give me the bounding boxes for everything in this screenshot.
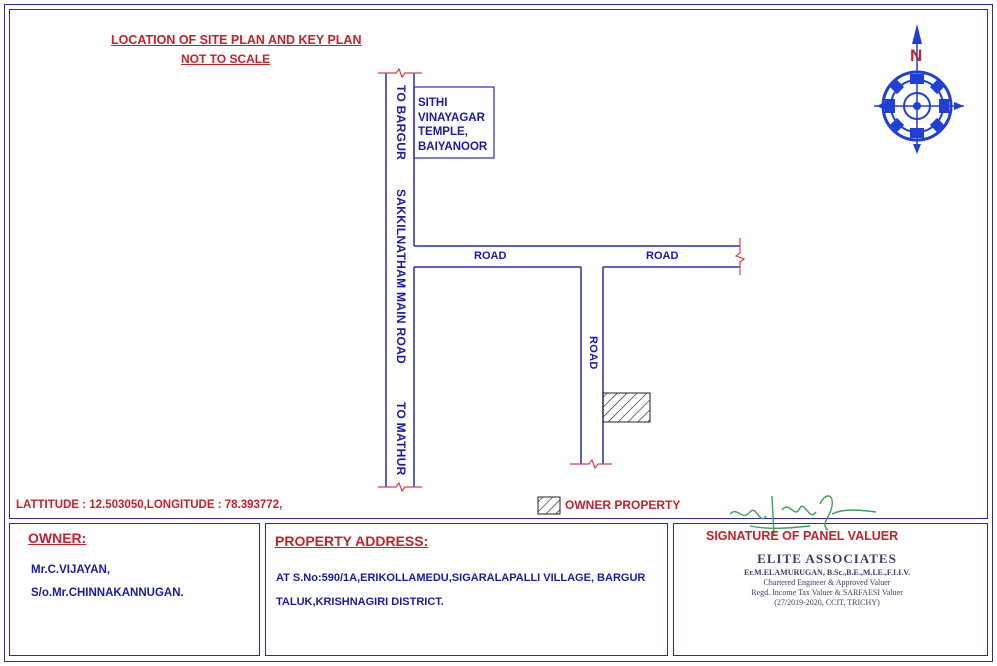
property-heading: PROPERTY ADDRESS: [275, 533, 429, 549]
side-road-label: ROAD [587, 336, 599, 370]
road-label-left: ROAD [474, 250, 507, 262]
coordinates-label [16, 499, 282, 511]
legend-owner-property: OWNER PROPERTY [565, 498, 681, 512]
valuer-line1: Chartered Engineer & Approved Valuer [763, 578, 891, 587]
temple-line: VINAYAGAR [418, 111, 485, 124]
main-road-label: SAKKILNATHAM MAIN ROAD [394, 189, 408, 365]
temple-line: SITHI [418, 97, 448, 109]
valuer-firm: ELITE ASSOCIATES [757, 551, 897, 566]
valuer-stamp [697, 551, 957, 607]
property-address-line1: AT S.No:590/1A,ERIKOLLAMEDU,SIGARALAPALLI VILLAGE, BARGUR [276, 572, 646, 584]
compass-north-label: N [910, 46, 923, 65]
valuer-line2: Regd. Income Tax Valuer & SARFAESI Valuer [751, 588, 903, 597]
page-title: LOCATION OF SITE PLAN AND KEY PLAN [111, 33, 362, 47]
coordinates-text: LATTITUDE : 12.503050,LONGITUDE : 78.393772, [16, 499, 283, 511]
temple-line: BAIYANOOR [418, 140, 488, 153]
to-bargur-label: TO BARGUR [394, 85, 408, 161]
owner-heading: OWNER: [28, 530, 87, 546]
temple-label [418, 96, 487, 154]
owner-property-plot [603, 393, 650, 422]
legend-swatch [538, 497, 560, 514]
valuer-name: Er.M.ELAMURUGAN, B.Sc.,B.E.,M.I.E.,F.I.I.V. [744, 568, 910, 577]
owner-name: Mr.C.VIJAYAN, [31, 564, 111, 576]
valuer-line3: (27/2019-2020, CCIT, TRICHY) [774, 598, 880, 607]
owner-relation: S/o.Mr.CHINNAKANNUGAN. [31, 587, 184, 599]
road-label-right: ROAD [646, 250, 679, 262]
page-subtitle: NOT TO SCALE [181, 52, 271, 66]
property-address-line2: TALUK,KRISHNAGIRI DISTRICT. [276, 596, 444, 608]
temple-line: TEMPLE, [418, 126, 468, 138]
to-mathur-label: TO MATHUR [394, 402, 408, 476]
valuer-heading: SIGNATURE OF PANEL VALUER [706, 529, 899, 543]
